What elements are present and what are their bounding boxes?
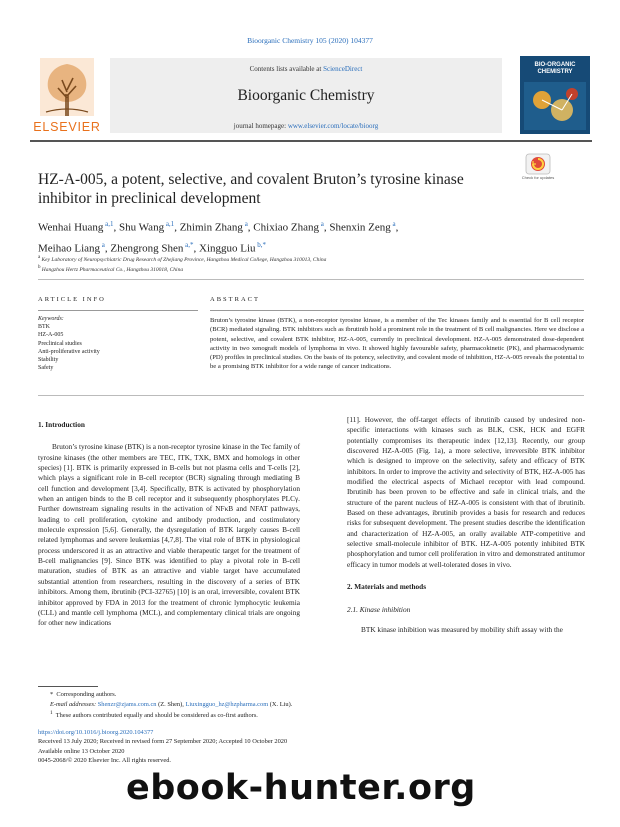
affiliation-item: $^a$ Key Laboratory of Neuropsychiatric Drug Research of Zhejiang Province, Hangzhou Medical College, Hangzhou 310013, China (38, 255, 327, 263)
author-affiliation-marker[interactable]: a (390, 220, 396, 228)
article-title: HZ-A-005, a potent, selective, and covalent Bruton’s tyrosine kinase inhibitor in preclinical development (38, 171, 464, 207)
journal-homepage-link[interactable]: www.elsevier.com/locate/bioorg (287, 122, 379, 130)
elsevier-logo (30, 58, 104, 134)
elsevier-wordmark: ELSEVIER (33, 120, 101, 134)
journal-cover-image (520, 56, 590, 134)
equal-contribution-footnote: $^1$ These authors contributed equally and should be considered as co-first authors. (50, 710, 258, 720)
corresponding-footnote: * Corresponding authors. (50, 691, 117, 698)
equal-contribution-text: These authors contributed equally and should be considered as co-first authors. (55, 712, 258, 720)
affiliation-rule (38, 279, 584, 280)
author-affiliation-marker[interactable]: a (100, 240, 105, 249)
footnote-rule (38, 686, 98, 687)
keywords-label: Keywords: (38, 316, 64, 322)
keyword-item: Stability (38, 357, 59, 364)
journal-name: Bioorganic Chemistry (237, 87, 375, 104)
introduction-heading: 1. Introduction (38, 420, 85, 429)
author-affiliation-marker[interactable]: a,1 (103, 220, 114, 228)
email-link-shen[interactable]: Shenzr@zjams.com.cn (97, 700, 157, 708)
author-affiliation-marker[interactable]: a (242, 220, 248, 228)
author-name[interactable]: Wenhai Huang (38, 221, 104, 234)
affiliation-item: $^b$ Hangzhou Hertz Pharmaceutical Co., Hangzhou 310018, China (38, 265, 184, 274)
sciencedirect-link[interactable]: ScienceDirect (323, 65, 363, 73)
email-label: E-mail addresses: (50, 700, 97, 708)
author-list: Wenhai Huang $^{a,1}$, Shu Wang $^{a,1}$, Zhimin Zhang $^a$, Chixiao Zhang $^a$, Shenxin Zeng $^a$, Meihao Liang $^a$, Zhengrong Shen $^{a,*}$, Xingguo Liu $^{b,*}$ (38, 220, 399, 255)
introduction-paragraph-continued: [11]. However, the off-target effects of ibrutinib caused by undesired non-specific interactions with kinases such as BLK, CSK, HCK and EGFR potentially compromises its therapeutic index [12,13]. Recently, our group discovered HZ-A-005 (Fig. 1a), a more selective, irreversible BTK inhibitor which is designed to improve on the selectivity, safety and efficacy of BTK inhibitors. In order to improve the activity and selectivity of BTK, HZ-A-005 has modified the electrical aspects of Michael receptor with lead compound. Ibrutinib has been proven to be effective and safe in clinical trials, and the structure of the parent nucleus of HZ-A-005 is consistent with that of ibrutinib. Based on these advantages, ibrutinib provides a basis for research and reduces risks for subsequent development. The present studies describe the identification and characterization of HZ-A-005, an orally available ATP-competitive and selective small-molecule inhibitor of BTK. HZ-A-005 potently inhibited BTK phosphorylation and tumor cell proliferation in vitro and demonstrated antitumor efficacy in tumor models at well-tolerated doses in vivo. (347, 415, 585, 569)
keyword-item: BTK (38, 324, 50, 331)
check-updates-icon (521, 153, 555, 175)
check-updates-label: Check for updates (521, 175, 555, 180)
elsevier-tree-icon (40, 58, 94, 116)
author-name[interactable]: Shu Wang (119, 221, 165, 234)
author-name[interactable]: Xingguo Liu (199, 242, 256, 255)
online-date: Available online 13 October 2020 (38, 747, 125, 755)
email-link-liu[interactable]: Liuxingguo_hz@hzpharma.com (185, 700, 269, 708)
cover-title: BIO-ORGANIC CHEMISTRY (534, 62, 576, 75)
abstract-bottom-rule (38, 395, 584, 396)
author-affiliation-marker[interactable]: a (318, 220, 324, 228)
received-dates: Received 13 July 2020; Received in revised form 27 September 2020; Accepted 10 October 2020 (38, 738, 288, 746)
article-info-heading: ARTICLE INFO (38, 296, 106, 303)
keywords-block (38, 315, 198, 372)
kinase-inhibition-heading: 2.1. Kinase inhibition (347, 604, 411, 614)
email-name-shen: (Z. Shen), (158, 700, 184, 708)
body-column-left (38, 420, 300, 629)
affiliation-list (38, 254, 578, 275)
keyword-item: Safety (38, 365, 54, 372)
article-info-rule (38, 310, 198, 311)
contents-availability-line (110, 65, 502, 73)
watermark-text: ebook-hunter.org (126, 768, 476, 808)
email-name-liu: (X. Liu). (269, 700, 293, 708)
contents-prefix: Contents lists available at (249, 65, 322, 73)
email-footnote (38, 700, 458, 710)
author-affiliation-marker[interactable]: a,1 (164, 220, 175, 228)
abstract-heading: ABSTRACT (210, 296, 260, 303)
abstract-text: Bruton’s tyrosine kinase (BTK), a non-receptor tyrosine kinase, is a member of the Tec kinases family and is essential for B cell receptor (BCR) mediated signaling. BTK inhibitors such as ibrutinib hold a prominent role in the treatment of B cell malignancies. Here we disclose a potent, selective, and covalent BTK inhibitor, HZ-A-005, currently in preclinical development. HZ-A-005 demonstrated dose-dependent activity in two xenograft models of lymphoma in vivo. It showed highly favourable safety, pharmacokinetic (PK), and pharmacodynamic (PD) profiles in preclinical studies. On the basis of its potency, selectivity, and covalent mode of inhibition, HZ-A-005 reveals the potential to be a promising BTK inhibitor for a wide range of cancer indications. (210, 317, 584, 371)
author-name[interactable]: Shenxin Zeng (329, 221, 391, 234)
homepage-prefix: journal homepage: (233, 122, 287, 130)
abstract-rule (210, 310, 584, 311)
author-affiliation-marker[interactable]: a,* (183, 240, 194, 249)
doi-link[interactable]: https://doi.org/10.1016/j.bioorg.2020.104377 (38, 729, 154, 736)
journal-homepage-line (110, 122, 502, 130)
keyword-item: Preclinical studies (38, 340, 82, 347)
methods-paragraph: BTK kinase inhibition was measured by mobility shift assay with the (361, 624, 563, 634)
author-name[interactable]: Chixiao Zhang (253, 221, 319, 234)
check-for-updates-badge[interactable] (521, 153, 555, 189)
author-name[interactable]: Meihao Liang (38, 242, 101, 255)
keywords-list (38, 323, 198, 372)
methods-heading: 2. Materials and methods (347, 582, 427, 592)
publication-info (38, 728, 438, 765)
footnotes (38, 690, 458, 721)
author-name[interactable]: Zhimin Zhang (179, 221, 243, 234)
author-affiliation-marker[interactable]: b,* (255, 240, 267, 249)
keyword-item: HZ-A-005 (38, 332, 64, 339)
body-column-right (347, 415, 585, 635)
copyright-line: 0045-2068/© 2020 Elsevier Inc. All rights reserved. (38, 756, 171, 764)
introduction-paragraph: Bruton’s tyrosine kinase (BTK) is a non-receptor tyrosine kinase in the Tec family of tyrosine kinases (the other members are TEC, ITK, TXK, BMX and homologs in other species) [1]. BTK is primarily expressed in B-cells but not plasma cells and T-cells [2], which plays a significant role in B-cell receptor (BCR) signaling through mediating B cell function and development [3,4]. Specifically, BTK is activated by phosphorylation when an antigen binds to the B cell receptor and it subsequently phosphorylates PLCγ. Further downstream signaling results in the activation of NFκB and NFAT pathways, leading to cell proliferation, cytokine and antibody production, and costimulatory molecule expression [5,6]. Generally, the dysregulation of BTK largely causes B-cell related lymphomas and severe leukemias [4,7,8]. The vital role of BTK in physiological process underscored it as an attractive and viable therapeutic target for the treatment of B-cell malignancies [9]. Since BTK was identified to play a pivotal role in B-cell maturation, studies of BTK as an attractive and viable target have accumulated substantial attention from researchers, resulting in the discovery of a series of BTK inhibitors. Among them, ibrutinib (PCI-32765) [10] is an oral, irreversible, covalent BTK inhibitor approved by FDA in 2013 for the treatment of chronic lymphocytic leukemia (CLL) and mantle cell lymphoma (MCL), and complementary clinical trials are ongoing for other new indications (38, 442, 300, 628)
journal-citation-link[interactable]: Bioorganic Chemistry 105 (2020) 104377 (247, 36, 373, 45)
header-rule (30, 140, 592, 142)
cover-molecule-art (524, 82, 586, 130)
keyword-item: Anti-proliferative activity (38, 348, 100, 355)
corresponding-text: Corresponding authors. (56, 691, 117, 698)
author-name[interactable]: Zhengrong Shen (110, 242, 184, 255)
